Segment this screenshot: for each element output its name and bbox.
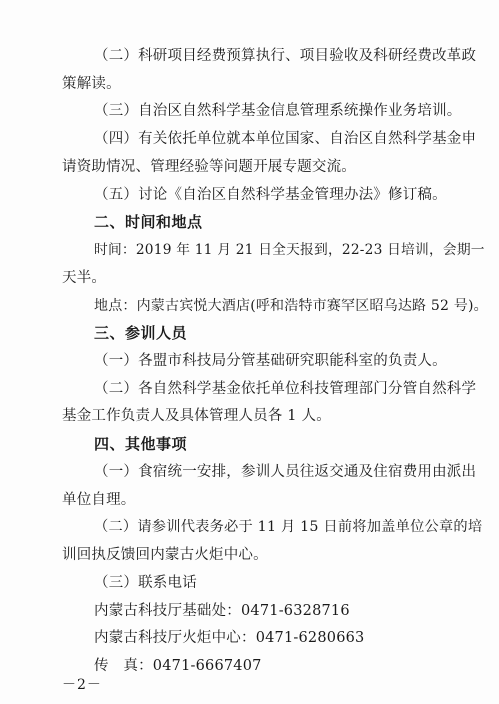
paragraph-line: （二）各自然科学基金依托单位科技管理部门分管自然科学 xyxy=(94,381,477,397)
paragraph-line: （四）有关依托单位就本单位国家、自治区自然科学基金申 xyxy=(94,131,477,147)
page-number: －2－ xyxy=(62,677,102,693)
paragraph-line: （一）各盟市科技局分管基础研究职能科室的负责人。 xyxy=(94,353,447,369)
contact-line: 内蒙古科技厅火炬中心：0471-6280663 xyxy=(94,630,365,646)
paragraph-line: 基金工作负责人及具体管理人员各 1 人。 xyxy=(62,408,331,424)
paragraph-line: （五）讨论《自治区自然科学基金管理办法》修订稿。 xyxy=(94,187,447,203)
paragraph-line: 时间：2019 年 11 月 21 日全天报到，22-23 日培训，会期一 xyxy=(94,242,485,258)
paragraph-line: 天半。 xyxy=(62,270,107,286)
paragraph-line: （二）请参训代表务必于 11 月 15 日前将加盖单位公章的培 xyxy=(94,519,483,535)
paragraph-line: 策解读。 xyxy=(62,76,121,92)
paragraph-line: 训回执反馈回内蒙古火炬中心。 xyxy=(62,547,268,563)
section-heading: 四、其他事项 xyxy=(94,435,188,453)
paragraph-line: （三）联系电话 xyxy=(94,575,197,591)
paragraph-line: （二）科研项目经费预算执行、项目验收及科研经费改革政 xyxy=(94,48,477,64)
paragraph-line: 单位自理。 xyxy=(62,492,136,508)
paragraph-line: 请资助情况、管理经验等问题开展专题交流。 xyxy=(62,159,356,175)
contact-line: 传 真：0471-6667407 xyxy=(94,658,262,674)
section-heading: 三、参训人员 xyxy=(94,324,188,342)
section-heading: 二、时间和地点 xyxy=(94,213,203,231)
paragraph-line: （一）食宿统一安排，参训人员往返交通及住宿费用由派出 xyxy=(94,464,477,480)
contact-line: 内蒙古科技厅基础处：0471-6328716 xyxy=(94,603,350,619)
paragraph-line: （三）自治区自然科学基金信息管理系统操作业务培训。 xyxy=(94,103,462,119)
paragraph-line: 地点：内蒙古宾悦大酒店(呼和浩特市赛罕区昭乌达路 52 号)。 xyxy=(94,298,488,314)
